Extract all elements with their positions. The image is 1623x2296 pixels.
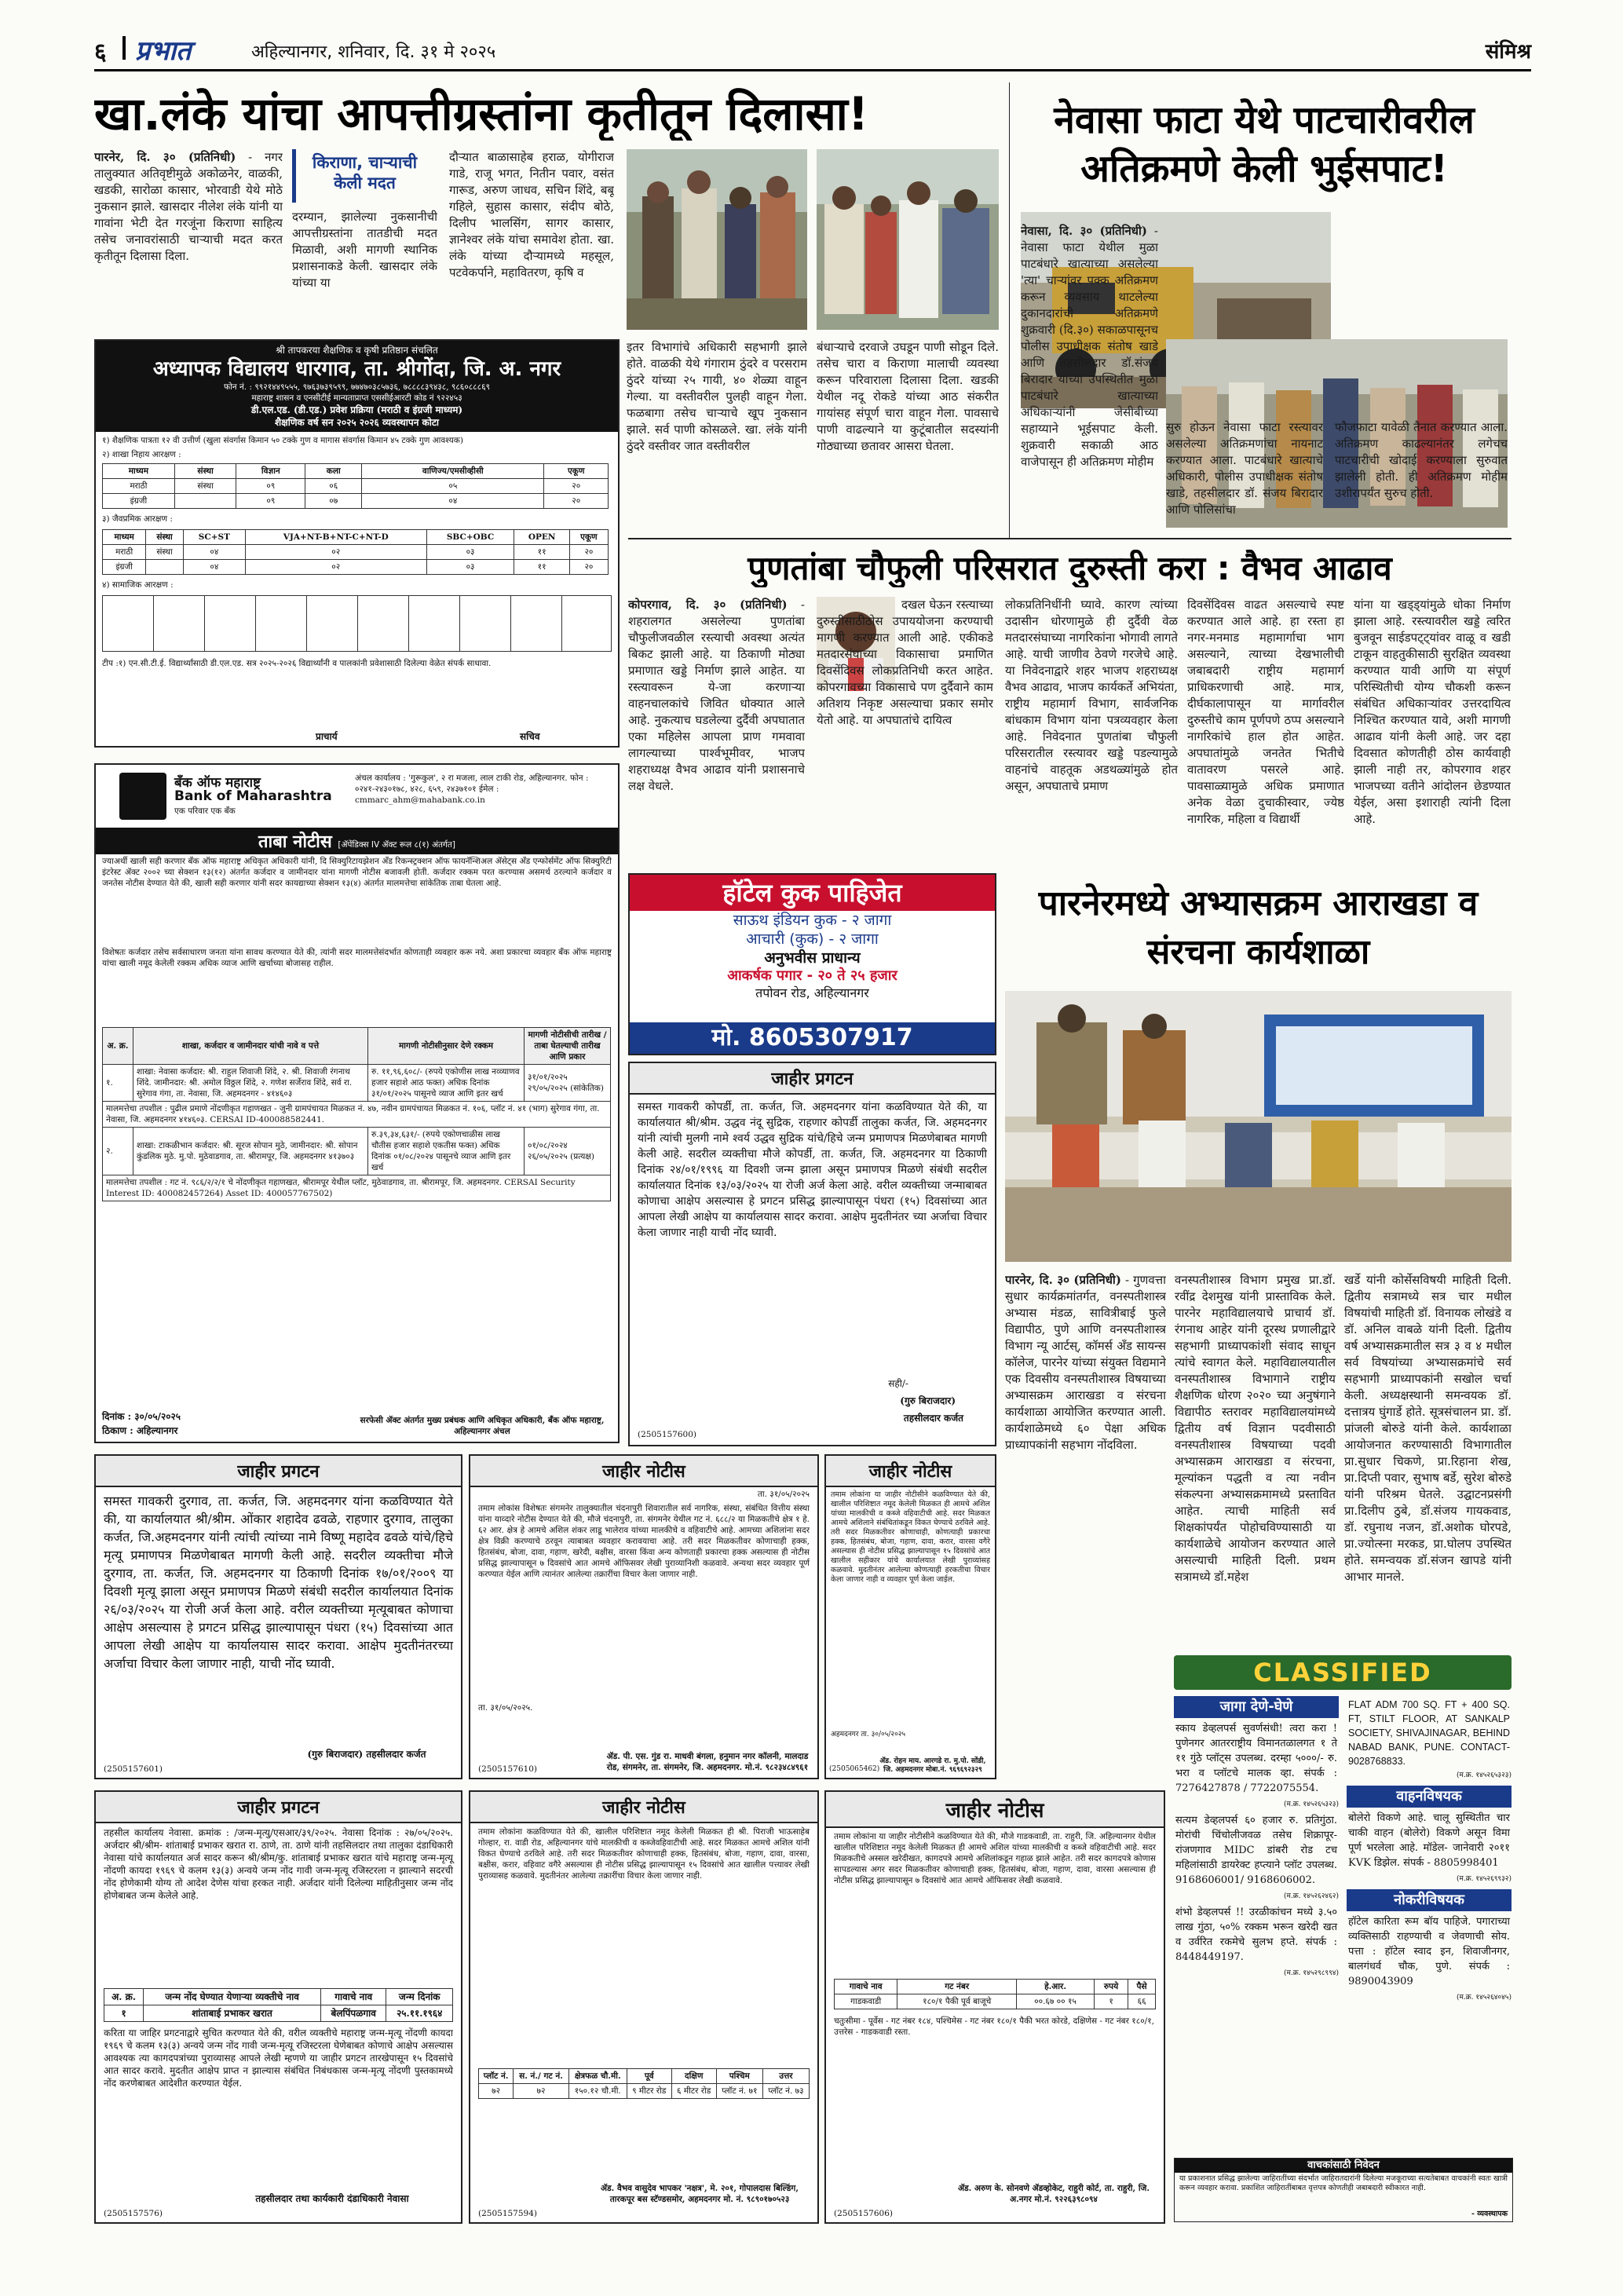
- cell: ०२: [245, 560, 426, 575]
- story1-col4: इतर विभागांचे अधिकारी सहभागी झाले होते. वाळकी येथे गंगाराम ठुंदरे व परसराम ठुंदरे यांच्या २५ गायी, ४० शेळ्या वाहून गेल्या. या वस्तीवरील पुलही वाहून गेला. फळबागा तसेच चाऱ्याचे खूप नुकसान झाले. सर्व पाणी कोसळले. खा. लंके यांनी ठुंदरे वस्तीवर जात वस्तीवरील: [627, 340, 807, 453]
- classified-code: (म.क्र. १४५२६४०४५): [1456, 1994, 1512, 2002]
- page-number: ६: [94, 38, 107, 66]
- notice-bhapkar-code: (2505157594): [478, 2209, 537, 2218]
- cell: [146, 560, 183, 575]
- classified-item: बोलेरो विकणे आहे. चालू सुस्थितीत चार चाकी वाहन (बोलेरो) विकणे असून विमा पूर्ण भरलेला आहे. मॉडेल- जानेवारी २०११ KVK डिझेल. संपर्क - 8805998401: [1348, 1812, 1510, 1869]
- story1-col2: दरम्यान, झालेल्या नुकसानीची आपत्तीग्रस्तांना तातडीची मदत मिळावी, अशी मागणी स्थानिक प्रशासनाकडे केली. खासदार लंके यांच्या या: [292, 210, 437, 290]
- bank-th-0: अ. क्र.: [103, 1028, 133, 1065]
- notice-gadakwadi-title: जाहीर नोटीस: [826, 1792, 1164, 1828]
- story4-col1-text: - गुणवत्ता सुधार कार्यक्रमांतर्गत, वनस्पतीशास्त्र अभ्यास मंडळ, सावित्रीबाई फुले विद्यापीठ, पुणे आणि वनस्पतीशास्त्र विभाग न्यू आर्टस्, कॉमर्स अँड सायन्स कॉलेज, पारनेर यांच्या संयुक्त विद्यमाने एक दिवसीय वनस्पतीशास्त्र विषयाच्या अभ्यासक्रम आराखडा व संरचना कार्यशाळा आयोजित करण्यात आली. कार्यशाळेमध्ये ६० पेक्षा अधिक प्राध्यापकांनी सहभाग नोंदविला.: [1005, 1273, 1166, 1452]
- story1-subhead: किराणा, चाऱ्याची केली मदत: [312, 153, 418, 192]
- classified-s1-title: जागा देणे-घेणे: [1174, 1696, 1339, 1718]
- cell: ०२: [245, 545, 426, 560]
- table-row: [103, 1128, 611, 1175]
- story3-col3: लोकप्रतिनिधींनी घ्यावे. कारण त्यांच्या उदासीन धोरणामुळे ही दुर्दैवी वेळ मतदारसंघाच्या नागरिकांना भोगावी लागते आहे. याची जाणीव ठेवणे गरजेचे आहे. या निवेदनाद्वारे शहर भाजप शहराध्यक्ष वैभव आढाव, भाजप कार्यकर्ते अभियंता, राष्ट्रीय महामार्ग विभाग, सार्वजनिक बांधकाम विभाग यांना पत्रव्यवहार केला आहे. निवेदनात पुणतांबा चौफुली परिसरातील रस्त्यावर खड्डे पडल्यामुळे वाहनांचे वाहतूक अडथळ्यांमुळे होत असून, अपघाताचे प्रमाण: [1005, 598, 1178, 793]
- bhapkar-table-head: [479, 2069, 810, 2084]
- story3-col1: [628, 597, 805, 864]
- bank-notice-subtitle: [ॲपेंडिक्स IV ॲक्ट रूल ८(१) अंतर्गत]: [338, 840, 455, 850]
- school-ad-table2: [102, 529, 609, 575]
- gadakwadi-th-2: हे.आर.: [1017, 1980, 1095, 1994]
- notice-gadakwadi: [824, 1790, 1165, 2224]
- story3-col4: दिवसेंदिवस वाढत असल्याचे स्पष्ट करण्यात आले आहे. हा रस्ता हा नगर-मनमाड महामार्गाचा भाग असल्याने, त्याच्या देखभालीची जबाबदारी राष्ट्रीय महामार्ग प्राधिकरणाची आहे. मात्र, दीर्घकालापासून या मार्गावरील दुरुस्तीचे काम पूर्णपणे ठप्प असल्याने नागरिकांचे हाल होत आहेत. अपघातांमुळे जनतेत भितीचे वातावरण पसरले आहे. पावसाळ्यामुळे अधिक प्रमाणात अनेक वेळा दुचाकीस्वार, ज्येष्ठ नागरिक, महिला व विद्यार्थी: [1187, 598, 1344, 826]
- cell: २.: [103, 1128, 133, 1175]
- hotel-ad-line2: आचारी (कुक) - २ जागा: [746, 930, 879, 948]
- cell: शांताबाई प्रभाकर खरात: [144, 2005, 321, 2022]
- hotel-ad-line1: साऊथ इंडियन कुक - २ जागा: [733, 912, 892, 929]
- cell: ०३: [426, 545, 514, 560]
- school-ad-sign2: सचिव: [520, 731, 540, 742]
- cell: २०: [544, 494, 609, 509]
- hotel-ad-phone: मो. 8605307917: [630, 1022, 995, 1054]
- classified-code: (म.क्र. १४५२६२४६२): [1283, 1892, 1339, 1900]
- cell: मराठी: [103, 545, 146, 560]
- story2-headline: नेवासा फाटा येथे पाटचारीवरील अतिक्रमणे केली भुईसपाट!: [1054, 98, 1475, 191]
- school-ad-footer: टीप :१) एन.सी.टी.ई. विद्यार्थ्यांसाठी डी.एल.एड. सत्र २०२५-२०२६ विद्यार्थ्यांनी व पालकांनी प्रवेशासाठी दिलेल्या वेळेत संपर्क साधावा.: [102, 659, 492, 668]
- cell: ६ मीटर रोड: [671, 2084, 716, 2099]
- table-row: [103, 479, 609, 494]
- school-ad-title: अध्यापक विद्यालय धारगाव, ता. श्रीगोंदा, जि. अ. नगर: [152, 357, 561, 381]
- reader-notice-title: वाचकांसाठी निवेदन: [1175, 2159, 1512, 2173]
- story1-col1-text: - नगर तालुक्यात अतिवृष्टीमुळे अकोळनेर, वाळकी, खडकी, सारोळा कासार, भोरवाडी येथे मोठे नुकसान झाले. खासदार नीलेश लंके यांनी या गावांना भेटी देत गरजूंना किराणा साहित्य तसेच जनावरांसाठी चाऱ्याची मदत करत कृतीतून दिलासा दिला.: [94, 150, 283, 263]
- gadakwadi-th-0: गावाचे नाव: [835, 1980, 897, 1994]
- cell: ९ मीटर रोड: [627, 2084, 671, 2099]
- story2-dateline: नेवासा, दि. ३० (प्रतिनिधी): [1021, 224, 1148, 238]
- kopardi-notice: [628, 1062, 996, 1446]
- table-row: [479, 2084, 810, 2099]
- bank-signature: सरफेसी ॲक्ट अंतर्गत मुख्य प्रबंधक आणि अधिकृत अधिकारी, बँक ऑफ महाराष्ट्र, अहिल्यानगर अंचल: [360, 1416, 605, 1436]
- classified-banner: [1174, 1655, 1512, 1690]
- notice-nevasa-body2: करिता या जाहिर प्रगटनाद्वारे सुचित करण्यात येते की, वरील व्यक्तीचे महाराष्ट्र जन्म-मृत्यू नोंदणी कायदा १९६९ चे कलम १३(३) अन्वये जन्म नोंद गावी जन्म-मृत्यू रजिस्टरला घेणेबाबत कोणाचे आक्षेप असल्यास आवश्यक त्या कागदपत्रांच्या पुराव्यासह आपले लेखी म्हणणे या जाहीर प्रगटन तारखेपासून १५ दिवसांचे आत सादर करावे. मुदतीत आक्षेप प्राप्त न झाल्यास संबंधित निबंधकास जन्म-मृत्यू नोंदणी पुस्तकामध्ये नोंद करणेबाबत आदेशीत करण्यात येईल.: [104, 2027, 453, 2089]
- cell: ०७: [305, 494, 362, 509]
- cell: ६६: [1128, 1994, 1156, 2009]
- nevasa-th-0: अ. क्र.: [104, 1989, 144, 2005]
- cell: ०९: [236, 494, 305, 509]
- column-rule: [1009, 82, 1010, 538]
- classified-item: FLAT ADM 700 SQ. FT + 400 SQ. FT, STILT FLOOR, AT SANKALP SOCIETY, SHIVAJINAGAR, BEHIND NABAD BANK, PUNE. CONTACT-9028768833.: [1348, 1699, 1510, 1767]
- cell: १: [1095, 1994, 1128, 2009]
- notice-gadakwadi-code: (2505157606): [834, 2209, 893, 2218]
- table1-head: [103, 464, 609, 479]
- bank-notice-title: ताबा नोटीस: [258, 832, 332, 852]
- cell: १८०/१ पैकी पूर्व बाजूचे: [897, 1994, 1017, 2009]
- masthead-divider: [122, 36, 126, 60]
- kopardi-sign-post: तहसीलदार कर्जत: [903, 1413, 963, 1424]
- story1-photo-1: [627, 149, 807, 330]
- table1-h4: वाणिज्य/एमसीव्हीसी: [362, 464, 544, 479]
- bank-notice-body: ज्याअर्थी खाली सही करणार बँक ऑफ महाराष्ट्र अधिकृत अधिकारी यांनी, दि सिक्युरिटायझेशन अँड रिकन्स्ट्रक्शन ऑफ फायनॅन्शिअल ॲसेट्स अँड एन्फोर्समेंट ऑफ सिक्युरिटी इंटरेस्ट ॲक्ट २००२ च्या सेक्शन १३(१२) अंतर्गत कर्जदार व जामीनदार यांना मागणी नोटीस बजावली होती. कर्जदार रक्कम परत करण्यास असमर्थ ठरल्याने कर्जदार व जनतेस नोटीस देण्यात येते की, खाली सही करणार यांनी सदर कायद्याच्या सेक्शन १३(४) अंतर्गत मालमत्तेचा सांकेतिक ताबा घेतला आहे.: [102, 857, 612, 888]
- story3-col1-text: - शहरालगत असलेल्या पुणतांबा चौफुलीजवळील रस्त्याची अवस्था अत्यंत बिकट झाली आहे. या ठिकाणी मोठ्या प्रमाणात खड्डे निर्माण झाले आहेत. या रस्त्यावरून ये-जा करणाऱ्या वाहनचालकांचे जिवित धोक्यात आले आहे. नुकत्याच घडलेल्या दुर्दैवी अपघातात एका महिलेस आपला प्राण गमवावा लागल्याच्या पार्श्वभूमीवर, भाजप शहराध्यक्ष वैभव आढाव यांनी प्रशासनाचे लक्ष वेधले.: [628, 598, 805, 793]
- cell: १: [104, 2005, 144, 2022]
- story4-dateline: पारनेर, दि. ३० (प्रतिनिधी): [1005, 1273, 1121, 1287]
- school-ad-line3: महाराष्ट्र शासन व एनसीटीई मान्यताप्राप्त एससीईआरटी कोड नं ९२२४५३: [251, 393, 462, 403]
- school-ad-note2: २) शाखा निहाय आरक्षण :: [102, 450, 181, 459]
- cell: इंग्रजी: [103, 560, 146, 575]
- paper-dateline: अहिल्यानगर, शनिवार, दि. ३१ मे २०२५: [251, 42, 496, 62]
- notice-sangamner-sign: ॲड. पी. एस. गुंड रा. माधवी बंगला, हनुमान नगर कॉलनी, मालदाड रोड, संगमनेर, ता. संगमनेर, जि. अहमदनगर. मो.नं. ९८२३४८४९६१: [606, 1752, 809, 1772]
- story4-col1: [1005, 1272, 1166, 1641]
- story1-headline: खा.लंके यांचा आपत्तीग्रस्तांना कृतीतून दिलासा!: [94, 88, 869, 141]
- bhapkar-th-1: स. नं./ गट नं.: [514, 2069, 568, 2084]
- cell: इंग्रजी: [103, 494, 175, 509]
- table-row: [103, 545, 609, 560]
- bank-table-head: [103, 1028, 611, 1065]
- nevasa-table-head: [104, 1989, 453, 2005]
- bank-date: दिनांक : ३०/०५/२०२५: [102, 1411, 181, 1422]
- notice-sondi: [824, 1454, 996, 1779]
- notice-sangamner: [469, 1454, 819, 1779]
- hotel-ad-line5: तपोवन रोड, अहिल्यानगर: [755, 985, 869, 1000]
- cell: ०१/०८/२०२४ २६/०५/२०२५ (प्रत्यक्ष): [525, 1128, 611, 1175]
- story3-col2: दखल घेऊन रस्त्याच्या दुरुस्तीसाठीठोस उपाययोजना करण्याची मागणी करण्यात आली आहे. एकीकडे मतदारसंघाच्या विकासाचा प्रमाणित दिवसेंदिवस लोकप्रतिनिधी करत आहेत. कोपरगावच्या विकासाचे पण दुर्दैवाने काम अतिशय निकृष्ट असल्याचा प्रकार समोर येतो आहे. या अपघातांचे दायित्व: [817, 598, 993, 727]
- school-ad-grid: [102, 595, 612, 652]
- classified-s2-title: वाहनविषयक: [1347, 1786, 1512, 1808]
- story3-headline: पुणतांबा चौफुली परिसरात दुरुस्ती करा : वैभव आढाव: [748, 550, 1392, 587]
- table1-h2: विज्ञान: [236, 464, 305, 479]
- classified-s3-title: नोकरीविषयक: [1347, 1889, 1512, 1911]
- story4-photo: [1005, 991, 1512, 1262]
- table2-h2: SC+ST: [183, 530, 245, 545]
- hotel-ad-line3: अनुभवीस प्राधान्य: [764, 949, 861, 967]
- cell: ०५: [362, 479, 544, 494]
- notice-sondi-title: जाहीर नोटीस: [826, 1456, 995, 1487]
- notice-durgaon-code: (2505157601): [104, 1764, 163, 1774]
- school-ad-note3: ३) जैवप्रमिक आरक्षण :: [102, 514, 173, 524]
- story2-col1: [1021, 223, 1158, 528]
- bhapkar-th-5: पश्चिम: [716, 2069, 762, 2084]
- notice-nevasa-sign: तहसीलदार तथा कार्यकारी दंडाधिकारी नेवासा: [255, 2193, 409, 2204]
- notice-sangamner-sign-date: ता. ३१/०५/२०२५.: [478, 1703, 533, 1713]
- classified-code: (म.क्र. १४५२९८९९४): [1283, 1969, 1339, 1977]
- notice-gadakwadi-sign: ॲड. अरुण के. सोनवणे ॲडव्होकेट, राहुरी कोर्ट, ता. राहुरी, जि. अ.नगर मो.नं. ९२२६३९८०९४: [958, 2184, 1150, 2204]
- cell: प्लॉट नं. ७१: [716, 2084, 762, 2099]
- notice-sangamner-date: ता. ३१/०५/२०२५: [757, 1490, 810, 1499]
- reader-notice: [1174, 2158, 1513, 2222]
- table-row: [103, 1065, 611, 1102]
- table-row: [103, 494, 609, 509]
- bhapkar-th-2: क्षेत्रफळ चौ.मी.: [568, 2069, 627, 2084]
- notice-sondi-body: तमाम लोकांना या जाहीर नोटीसीने कळविण्यात येते की, खालील परिशिष्टात नमूद केलेली मिळकत ही आमचे अशिल यांच्या मालकीची व कब्जे वहिवाटीची आहे. सदर मिळकत आमचे अशिलाने संबंधितांकडून विकत घेण्याचे ठरविले आहे. तरी सदर मिळकतीवर कोणाचाही, कोणत्याही प्रकारचा हक्क, हितसंबंध, बोजा, गहाण, दावा, करार, वारसा वगैरे असल्यास ही नोटीस प्रसिद्ध झाल्यापासून १५ दिवसांचे आत खालील सहीकार यांचे कार्यालयात लेखी पुराव्यांसह कळवावे. मुदतीनंतर आलेल्या कोणत्याही हरकतीचा विचार केला जाणार नाही व व्यवहार पूर्ण केला जाईल.: [831, 1490, 990, 1584]
- classified-item: शंभो डेव्हलपर्स !! उरळीकांचन मध्ये ३.५० लाख गुंठा, ५०% रक्कम भरून खरेदी खत व उर्वरित रकमेचे सुलभ हप्ते. संपर्क : 8448449197.: [1175, 1907, 1337, 1963]
- table1-h1: संस्था: [174, 464, 236, 479]
- bhapkar-th-6: उत्तर: [762, 2069, 809, 2084]
- notice-nevasa-table: [104, 1988, 453, 2022]
- school-ad-note1: १) शैक्षणिक पात्रता १२ वी उत्तीर्ण (खुला संवर्गास किमान ५० टक्के गुण व मागास संवर्गास किमान ४५ टक्के गुण आवश्यक): [102, 436, 463, 445]
- classified-code: (म.क्र. १४५२६५३२३): [1283, 1801, 1339, 1808]
- table2-h1: संस्था: [146, 530, 183, 545]
- bank-tagline: एक परिवार एक बँक: [174, 806, 236, 816]
- story3-col5: यांना या खड्ड्यांमुळे धोका निर्माण झाला आहे. रस्त्यावरील खड्डे त्वरित बुजवून साईडपट्ट्यांवर वाळू व खडी टाकून वाहतुकीसाठी सुरक्षित व्यवस्था करण्यात यावी आणि या संपूर्ण परिस्थितीची योग्य चौकशी करून संबंधित अधिकाऱ्यांवर उत्तरदायित्व निश्चित करण्यात यावे, अशी मागणी आढाव यांनी केली आहे. जर दहा दिवसात कोणतीही ठोस कार्यवाही झाली नाही तर, कोपरगाव शहर भाजपच्या वतीने आंदोलन छेडण्यात येईल, असा इशाराही त्यांनी दिला आहे.: [1354, 598, 1511, 826]
- cell: ३१/०१/२०२५ २९/०५/२०२५ (सांकेतिक): [525, 1065, 611, 1102]
- notice-bhapkar-body: तमाम लोकांना कळविण्यात येते की, खालील परिशिष्टात नमूद केलेली मिळकत ही श्री. पिराजी भाऊसाहेब गोल्हार, रा. वाडी रोड, अहिल्यानगर यांचे मालकीची व कब्जेवहिवाटीची आहे. सदर मिळकत आमचे अशिल यांनी विकत घेण्याचे ठरविले आहे. तरी सदर मिळकतीवर कोणाचाही हक्क, हितसंबंध, बोजा, गहाण, दावा, वारसा, बक्षीस, करार, वहिवाट वगैरे असल्यास ही नोटीस प्रसिद्ध झाल्यापासून १५ दिवसांचे आत खालील पत्त्यावर लेखी पुराव्यासह कळवावे. मुदतीनंतर आलेल्या तक्रारींचा विचार केला जाणार नाही.: [478, 1827, 810, 1881]
- cell: २०: [569, 545, 608, 560]
- cell: मराठी: [103, 479, 175, 494]
- section-name: संमिश्र: [1485, 40, 1531, 64]
- reader-notice-body: या प्रकाशनात प्रसिद्ध झालेल्या जाहिरातींच्या संदर्भात जाहिरातदारांनी दिलेल्या मजकूराच्या सत्यतेबाबत वाचकांनी स्वतः खात्री करून व्यवहार करावा. प्रकाशित जाहिरातींबाबत वृत्तपत्र कोणतीही जबाबदारी स्वीकारत नाही.: [1179, 2174, 1508, 2192]
- notice-sondi-sign: ॲड. रोहन माय. आरगडे रा. मु.पो. सोंडी, जि. अहमदनगर मोबा.नं. ९६९६९२३२९: [879, 1757, 986, 1774]
- story1-subhead-box: [292, 149, 433, 203]
- table1-h5: एकूण: [544, 464, 609, 479]
- table-row: [103, 1175, 611, 1201]
- story4-col2: वनस्पतीशास्त्र विभाग प्रमुख प्रा.डॉ. रवींद्र देशमुख यांनी प्रास्ताविक केले. पारनेर महाविद्यालयाचे प्राचार्य डॉ. रंगनाथ आहेर यांनी दूरस्थ प्रणालीद्वारे सहभागी प्राध्यापकांशी संवाद साधून त्यांचे स्वागत केले. महाविद्यालयातील वनस्पतीशास्त्र विभागाने राष्ट्रीय शैक्षणिक धोरण २०२० च्या अनुषंगाने विद्यापीठ स्तरावर महाविद्यालयांमध्ये द्वितीय वर्ष विज्ञान पदवीसाठी वनस्पतीशास्त्र विषयाच्या पदवी अभ्यासक्रम आराखडा व संरचना, मूल्यांकन पद्धती व त्या नवीन संकल्पना अभ्यासक्रमामध्ये प्रस्तावित आहेत. त्याची माहिती सर्व शिक्षकांपर्यंत पोहोचविण्यासाठी या कार्यशाळेचे आयोजन करण्यात आले असल्याची माहिती दिली. प्रथम सत्रामध्ये डॉ.महेश: [1175, 1273, 1336, 1584]
- hotel-ad: [628, 873, 996, 1055]
- cell: बेलपिंपळगाव: [320, 2005, 386, 2022]
- kopardi-code: (2505157600): [638, 1430, 696, 1439]
- gadakwadi-th-3: रुपये: [1095, 1980, 1128, 1994]
- school-ad-sign1: प्राचार्य: [316, 731, 338, 742]
- school-ad-line1: श्री तापकरया शैक्षणिक व कृषी प्रतिष्ठान संचलित: [276, 345, 438, 356]
- notice-nevasa-code: (2505157576): [104, 2209, 163, 2218]
- story4-headline: पारनेरमध्ये अभ्यासक्रम आराखडा व संरचना कार्यशाळा: [1038, 883, 1479, 972]
- table2-h6: एकूण: [569, 530, 608, 545]
- notice-sangamner-code: (2505157610): [478, 1764, 537, 1774]
- bank-notice-title-bar: [96, 828, 618, 854]
- story4-col3: खर्डे यांनी कोर्सेसविषयी माहिती दिली. द्वितीय सत्रामध्ये सत्र चार मधील विषयांची माहिती डॉ. विनायक लोखंडे व डॉ. अनिल वाबळे यांनी दिली. द्वितीय वर्ष अभ्यासक्रमातील सत्र ३ व ४ मधील सर्व विषयांच्या अभ्यासक्रमांचे सर्व सहभागी प्राध्यापकांनी सखोल चर्चा केली. अध्यक्षस्थानी समन्वयक डॉ. दत्तात्रय घुंगार्डे होते. सूत्रसंचालन प्रा. डॉ. प्रांजली बोरुडे यांनी केले. कार्यशाळा आयोजनात करण्यासाठी विभागातील प्रा.सुधार चिकणे, प्रा.रिहाना शेख, प्रा.दिप्ती पवार, सुभाष बर्डे, सुरेश बोरुडे यांनी परिश्रम घेतले. उद्घाटनप्रसंगी प्रा.दिलीप ठुबे, डॉ.संजय गायकवाड, डॉ. रघुनाथ नजन, डॉ.अशोक घोरपडे, प्रा.ज्योत्स्ना मरकड, प्रा.घोलप उपस्थित होते. समन्वयक डॉ.संजन खापडे यांनी आभार मानले.: [1344, 1273, 1512, 1584]
- bhapkar-th-3: पूर्व: [627, 2069, 671, 2084]
- cell: संस्था: [174, 479, 236, 494]
- hotel-ad-title: हॉटेल कुक पाहिजेत: [630, 875, 995, 911]
- kopardi-sign-label: सही/-: [888, 1378, 908, 1389]
- horizontal-rule: [628, 538, 1512, 539]
- cell: रु. ११,९६,६०८/- (रुपये एकोणीस लाख नव्व्याणव हजार सहाशे आठ फक्त) अधिक दिनांक ३१/०१/२०२५ पासूनचे व्याज आणि इतर खर्च: [368, 1065, 525, 1102]
- nevasa-th-2: गावाचे नाव: [320, 1989, 386, 2005]
- school-ad-line4: डी.एल.एड. (डी.एड.) प्रवेश प्रक्रिया (मराठी व इंग्रजी माध्यम): [250, 404, 463, 415]
- table-row: [835, 1994, 1156, 2009]
- notice-durgaon-sign: (गुरु बिराजदार) तहसीलदार कर्जत: [307, 1749, 426, 1760]
- table2-h4: SBC+OBC: [426, 530, 514, 545]
- kopardi-sign-name: (गुरु बिराजदार): [900, 1395, 956, 1406]
- masthead: [94, 30, 1531, 71]
- table2-head: [103, 530, 609, 545]
- story1-dateline: पारनेर, दि. ३० (प्रतिनिधी): [94, 150, 236, 164]
- notice-sangamner-title: जाहीर नोटीस: [470, 1456, 817, 1487]
- table-row: [103, 560, 609, 575]
- notice-sondi-date: अहमदनगर ता. ३०/०५/२०२५: [831, 1731, 906, 1738]
- school-ad: [94, 339, 620, 748]
- bank-place: ठिकाण : अहिल्यानगर: [102, 1425, 178, 1436]
- bank-notice-warning: विशेषतः कर्जदार तसेच सर्वसाधारण जनता यांना सावध करण्यात येते की, त्यांनी सदर मालमत्तेसंदर्भात कोणताही व्यवहार करू नये. अशा प्रकारचा व्यवहार बँक ऑफ महाराष्ट्र यांचा खाली नमूद केलेली रक्कम अधिक व्याज आणि खर्चाच्या बोजासह राहील.: [102, 948, 612, 968]
- gadakwadi-th-1: गट नंबर: [897, 1980, 1017, 1994]
- story1-photo-2: [817, 149, 999, 330]
- school-ad-note4: ४) सामाजिक आरक्षण :: [102, 580, 174, 590]
- paper-name: प्रभात: [135, 35, 192, 67]
- notice-sondi-code: (2505065462): [829, 1765, 880, 1773]
- school-ad-phone: फोन नं. : ९९२१४४९५५५, ९७६३७३९५९९, ७७४७०३८५७३६, ७८८८८३९४३८, ९८६०८८८६९: [223, 382, 491, 392]
- notice-gadakwadi-boundary: चतुःसीमा - पूर्वेस - गट नंबर १८४, पश्चिमेस - गट नंबर १८०/१ पैकी भरत कोरडे, दक्षिणेस - गट नंबर १८०/१, उत्तरेस - गाडकवाडी रस्ता.: [834, 2016, 1155, 2037]
- table2-h5: OPEN: [514, 530, 569, 545]
- cell: २०: [544, 479, 609, 494]
- cell: मालमत्तेचा तपशील : पुढील प्रमाणे नोंदणीकृत गहाणखत - जुनी ग्रामपंचायत मिळकत नं. ४७, नवीन ग्रामपंचायत मिळकत नं. १०६, प्लॉट नं. ४१ (भाग) सुरेगाव गंगा, ता. नेवासा, जि. अहमदनगर ४१४६०३. CERSAI ID-400088582441.: [103, 1102, 611, 1128]
- bhapkar-th-4: दक्षिण: [671, 2069, 716, 2084]
- notice-bhapkar-table: [478, 2068, 810, 2099]
- cell: २५.११.१९६४: [386, 2005, 453, 2022]
- cell: शाखा: टाकळीभान कर्जदार: श्री. सूरज सोपान मुठे, जामीनदार: श्री. सोपान कुंडलिक मुठे. मु.पो. मुठेवाडगाव, ता. श्रीरामपूर, जि. अहमदनगर ४१३७०३: [133, 1128, 368, 1175]
- story2-col1-text: - नेवासा फाटा येथील मुळा पाटबंधारे खात्याच्या असलेल्या 'त्या' चाऱ्यांवर पक्क अतिक्रमण करून व्यवसाय थाटलेल्या दुकानदारांची अतिक्रमणे शुक्रवारी (दि.३०) सकाळपासूनच पोलीस उपाधीक्षक संतोष खाडे आणि तहसीलदार डॉ.संजय बिरादार यांच्या उपस्थितीत मुळा पाटबंधारे खात्याच्या अधिकाऱ्यांनी जेसीबीच्या सहाय्याने भूईसपाट केली. शुक्रवारी सकाळी आठ वाजेपासून ही अतिक्रमण मोहीम: [1021, 224, 1158, 469]
- classified-item: स्काय डेव्हलपर्स सुवर्णसंधी! त्वरा करा ! पुणेनगर आतरराष्ट्रीय विमानतळालगत १ ते ११ गुंठे प्लॉट्स उपलब्ध. दरम्हा ५०००/- रु. भरा व प्लॉटचे मालक व्हा. संपर्क : 7276427878 / 7722075554.: [1175, 1723, 1337, 1794]
- cell: ७२: [514, 2084, 568, 2099]
- story2-col3: फौजफाटा यावेळी तैनात करण्यात आला. अतिक्रमण काढल्यानंतर लगेचच पाटचारीची खोदाई करण्याला सुरुवात झालेली होती. ही अतिक्रमण मोहीम उशीरापर्यंत सुरुच होती.: [1335, 420, 1508, 500]
- classified-col2: [1347, 1696, 1512, 2152]
- cell: १५०.१२ चौ.मी.: [568, 2084, 627, 2099]
- notice-durgaon-body: समस्त गावकरी दुरगाव, ता. कर्जत, जि. अहमदनगर यांना कळविण्यात येते की, या कार्यालयात श्री/श्रीम. ओंकार शहादेव ढवळे, राहणार दुरगाव, तालुका कर्जत, जि.अहमदनगर यांनी त्यांची त्यांच्या नामे विष्णू महादेव ढवळे यांचे/हिचे मृत्यू प्रमाणपत्र मिळणेबाबत मागणी केली आहे. सदरील व्यक्तीचा मौजे दुरगाव, ता. कर्जत, जि. अहमदनगर या ठिकाणी दिनांक १७/०१/२००९ या दिवशी मृत्यू झाला असून प्रमाणपत्र मिळणे संबंधी सदरील कार्यालयात दिनांक २६/०३/२०२५ या रोजी अर्ज केला आहे. वरील व्यक्तीच्या मृत्यूबाबत कोणाचा आक्षेप असल्यास हे प्रगटन प्रसिद्ध झाल्यापासून पंधरा (१५) दिवसांच्या आत आपला लेखी आक्षेप या कार्यालयास सादर करावा. आक्षेप मुदतीनंतरच्या अर्जाचा विचार केला जाणार नाही, याची नोंद घ्यावी.: [104, 1493, 453, 1671]
- bank-logo: [119, 773, 166, 820]
- cell: ७२: [479, 2084, 514, 2099]
- cell: ०३: [426, 560, 514, 575]
- story1-col1: [94, 149, 283, 330]
- cell: शाखा: नेवासा कर्जदार: श्री. राहुल शिवाजी शिंदे, २. श्री. शिवाजी रंगनाथ शिंदे. जामीनदार: श्री. अमोल विठ्ठल शिंदे, २. गणेश सर्जेराव शिंदे, सर्व रा. सुरेगाव गंगा, ता. नेवासा, जि. अहमदनगर - ४१४६०३: [133, 1065, 368, 1102]
- kopardi-notice-title: जाहीर प्रगटन: [630, 1063, 995, 1095]
- story3-dateline: कोपरगाव, दि. ३० (प्रतिनिधी): [628, 598, 788, 612]
- cell: ११: [514, 545, 569, 560]
- cell: प्लॉट नं. ७३: [762, 2084, 809, 2099]
- cell: ०४: [362, 494, 544, 509]
- bank-th-3: मागणी नोटीसीची तारीख / ताबा घेतल्याची तारीख आणि प्रकार: [525, 1028, 611, 1065]
- notice-sangamner-body: तमाम लोकांस विशेषतः संगमनेर तालुक्यातील चंदनापुरी शिवारातील सर्व नागरिक, संस्था, संबंधित वित्तीय संस्था यांना याव्दारे नोटीस देण्यात येते की, मौजे चंदनापुरी, ता. संगमनेर येथील गट नं. ६८८/२ या मिळकतीचे क्षेत्र १ हे. ६२ आर. क्षेत्र हे आमचे अशिल शंकर लाडू भालेराव यांच्या मालकीचे व वहिवाटीचे आहे. आमच्या अशिलांना सदर क्षेत्र विक्री करण्याचे ठरवून त्याबाबत व्यवहार करावयाचा आहे. तरी सदर मिळकतीवर कोणाचाही हक्क, हितसंबंध, बोजा, दावा, गहाण, खरेदी, बक्षीस, वारसा किंवा अन्य कोणताही प्रकारचा हक्क असल्यास ही नोटीस प्रसिद्ध झाल्यापासून ७ दिवसांचे आत आमचे ऑफिसवर लेखी पुराव्यानिशी कळवावे. अन्यथा सदर व्यवहार पूर्ण करण्यात येईल आणि त्यानंतर आलेल्या तक्रारींचा विचार केला जाणार नाही.: [478, 1504, 810, 1579]
- cell: ०६: [305, 479, 362, 494]
- classified-code: (म.क्र. १४५२६५३२३): [1456, 1771, 1512, 1779]
- table-row: [103, 1102, 611, 1128]
- classified-item: सत्यम डेव्हलपर्स ६० हजार रु. प्रतिगुंठा. मोरांची चिंचोलीजवळ तसेच शिक्रापूर-रांजणगाव MIDC डांबरी रोड टच महिलांसाठी डायरेक्ट हप्त्याने प्लॉट उपलब्ध. 9168606001/ 9168606002.: [1175, 1815, 1337, 1886]
- table2-h0: माध्यम: [103, 530, 146, 545]
- cell: गाडकवाडी: [835, 1994, 897, 2009]
- gadakwadi-th-4: पैसे: [1128, 1980, 1156, 1994]
- table-row: [104, 2005, 453, 2022]
- nevasa-th-1: जन्म नोंद घेण्यात येणाऱ्या व्यक्तीचे नाव: [144, 1989, 321, 2005]
- notice-bhapkar-sign: ॲड. वैभव वासुदेव भापकर 'नक्षत्र', मे. २०१, गोपालदास बिल्डिंग, तारकपूर बस स्टॅण्डसमोर, अहमदनगर मो. नं. ९८९०१७०५२३: [601, 2184, 799, 2204]
- cell: ११: [514, 560, 569, 575]
- notice-durgaon-title: जाहीर प्रगटन: [96, 1456, 461, 1487]
- table1-h3: कला: [305, 464, 362, 479]
- cell: संस्था: [146, 545, 183, 560]
- bank-th-2: मागणी नोटीसीनुसार देणे रक्कम: [368, 1028, 525, 1065]
- classified-col1: [1174, 1696, 1339, 2152]
- bank-notice: [94, 763, 620, 1443]
- school-ad-table1: [102, 463, 609, 509]
- notice-bhapkar-title: जाहीर नोटीस: [470, 1792, 817, 1823]
- cell: ०४: [183, 560, 245, 575]
- notice-nevasa-title: जाहीर प्रगटन: [96, 1792, 461, 1823]
- classified-item: हॉटेल कारिता रूम बॉय पाहिजे. पगाराच्या व्यक्तिसाठी राहण्याची व जेवणाची सोय. पत्ता : हॉटेल स्वाद इन, शिवाजीनगर, बालगंधर्व चौक, पुणे. संपर्क : 9890043909: [1348, 1916, 1510, 1987]
- classified-code: (म.क्र. १४५२६९९३२): [1456, 1875, 1512, 1883]
- reader-notice-sign: - व्यवस्थापक: [1471, 2210, 1508, 2218]
- notice-gadakwadi-table: [834, 1979, 1156, 2009]
- cell: रु.३९,३४,६३१/- (रुपये एकोणचाळीस लाख चौतीस हजार सहाशे एकतीस फक्त) अधिक दिनांक ०१/०८/२०२४ पासूनचे व्याज आणि इतर खर्च: [368, 1128, 525, 1175]
- notice-nevasa: [94, 1790, 462, 2224]
- cell: ०४: [183, 545, 245, 560]
- nevasa-th-3: जन्म दिनांक: [386, 1989, 453, 2005]
- cell: ०९: [236, 479, 305, 494]
- hotel-ad-line4: आकर्षक पगार - २० ते २५ हजार: [727, 967, 897, 984]
- classified-banner-text: CLASSIFIED: [1253, 1658, 1432, 1687]
- bank-table: [102, 1027, 611, 1201]
- notice-gadakwadi-body: तमाम लोकांना या जाहीर नोटीसीने कळविण्यात येते की, मौजे गाडकवाडी, ता. राहुरी, जि. अहिल्यानगर येथील खालील परिशिष्टात नमूद केलेली मिळकत ही आमचे अशिल यांच्या मालकीची व कब्जे वहिवाटीची आहे. सदर मिळकतीचे अस्सल खरेदीखत, कागदपत्रे आमचे अशिलांकडून गहाळ झाले आहेत. तरी सदर कागदपत्रे कोणास सापडल्यास अगर सदर मिळकतीवर कोणाचाही हक्क, हितसंबंध, बोजा, गहाण, दावा, वारसा असल्यास ही नोटीस प्रसिद्ध झाल्यापासून ७ दिवसांचे आत आमचे ऑफिसवर लेखी कळवावे.: [834, 1832, 1156, 1885]
- cell: मालमत्तेचा तपशील : गट नं. ९८६/२/२/१ चे नोंदणीकृत गहाणखत, श्रीरामपूर येथील प्लॉट, मुठेवाडगाव, ता. श्रीरामपूर, जि. अहमदनगर. CERSAI Security Interest ID: 400082457264) Asset ID: 400057767502): [103, 1175, 611, 1201]
- cell: ००.६७ ०० १५: [1017, 1994, 1095, 2009]
- bank-name-mr: बँक ऑफ महाराष्ट्र: [174, 775, 261, 791]
- school-ad-line5: शैक्षणिक वर्ष सन २०२५ २०२६ व्यवस्थापन कोटा: [274, 417, 440, 428]
- kopardi-notice-body: समस्त गावकरी कोपर्डी, ता. कर्जत, जि. अहमदनगर यांना कळविण्यात येते की, या कार्यालयात श्री/श्रीम. उद्धव नंदू सुद्रिक, राहणार कोपर्डी तालुका कर्जत, जि. अहमदनगर यांनी त्यांची मुलगी नामे श्वर्य उद्धव सुद्रिक यांचे/हिचे जन्म प्रमाणपत्र मिळणेबाबत मागणी केली आहे. सदरील व्यक्तीचा मौजे कोपर्डी, ता. कर्जत, जि. अहमदनगर या ठिकाणी दिनांक २४/०१/१९९६ या दिवशी जन्म झाला असून प्रमाणपत्र मिळणे संबंधी सदरील कार्यालयात दिनांक १३/०३/२०२५ या रोजी अर्ज केला आहे. वरील व्यक्तीच्या जन्माबाबत कोणाचा आक्षेप असल्यास हे प्रगटन प्रसिद्ध झाल्यापासून पंधरा (१५) दिवसांच्या आत आपला लेखी आक्षेप या कार्यालयास सादर करावा. आक्षेप मुदतीनंतर च्या अर्जाचा विचार केला जाणार नाही याची नोंद घ्यावी.: [638, 1101, 987, 1239]
- notice-bhapkar: [469, 1790, 819, 2224]
- notice-nevasa-body: तहसील कार्यालय नेवासा. क्रमांक : /जन्म-मृत्यु/एसआर/३९/२०२५. नेवासा दिनांक : २७/०५/२०२५. अर्जदार श्री/श्रीम- शांताबाई प्रभाकर खरात रा. ठाणे, ता. ठाणे यांनी तहसिलदार तथा तालुका दंडाधिकारी नेवासा यांचे कार्यालयात अर्ज सादर करून श्री/श्रीम/कु. शांताबाई प्रभाकर खरात यांचे महाराष्ट्र जन्म-मृत्यू नोंदणी कायदा १९६९ चे कलम १३(३) अन्वये जन्म नोंद गावी जन्म-मृत्यू रजिस्टरला न झाल्याने सदरची नोंद होणेकामी योग्य तो आदेश देणेस यांचा हरकत नाही. अर्जदार यांनी दिलेल्या माहितीनुसार जन्म नोंद होणेबाबत जन्म केलेले आहे.: [104, 1827, 453, 1901]
- bank-office: अंचल कार्यालय : 'गुरूकुल', २ रा मजला, लाल टाकी रोड, अहिल्यानगर. फोन : ०२४१-२४३०१७८, ४२८, ६५९, २४३७१०१ ईमेल : cmmarc_ahm@mahabank.co.in: [355, 773, 589, 805]
- story1-col3: दौऱ्यात बाळासाहेब हराळ, योगीराज गाडे, राजू भगत, नितीन पवार, वसंत गारूड, अरुण जाधव, सचिन शिंदे, बबू गहिले, सुहास कासार, संदीप बोठे, दिलीप भालसिंग, सागर कासार, ज्ञानेश्वर लंके यांचा समावेश होता. खा. लंके यांच्या दौऱ्यामध्ये महसूल, पटवेकर्पाने, महावितरण, कृषि व: [449, 150, 614, 280]
- notice-durgaon: [94, 1454, 462, 1779]
- story1-col5: बंधाऱ्याचे दरवाजे उघडून पाणी सोडून दिले. तसेच चारा व किराणा मालाची व्यवस्था करून परिवाराला दिलासा दिला. खडकी येथील नदू रोकडे यांच्या आठ संकरीत गायांसह संपूर्ण चारा वाहून गेला. पावसाचे पाणी वाढल्याने या कुटूंबातील सदस्यांनी गोठ्याच्या छतावर आसरा घेतला.: [817, 340, 999, 453]
- cell: [174, 494, 236, 509]
- bank-name-en: Bank of Maharashtra: [174, 788, 332, 804]
- school-ad-header: [96, 341, 618, 432]
- cell: १.: [103, 1065, 133, 1102]
- table2-h3: VJA+NT-B+NT-C+NT-D: [245, 530, 426, 545]
- bhapkar-th-0: प्लॉट नं.: [479, 2069, 514, 2084]
- table1-h0: माध्यम: [103, 464, 175, 479]
- cell: २०: [569, 560, 608, 575]
- story2-col2: सुरु होऊन नेवासा फाटा रस्त्यावर असलेल्या अतिक्रमणांचा नायनाट करण्यात आला. पाटबंधारे खात्याचे अधिकारी, पोलीस उपाधीक्षक संतोष खाडे, तहसीलदार डॉ. संजय बिरादार आणि पोलिसांचा: [1166, 420, 1323, 517]
- bank-th-1: शाखा, कर्जदार व जामीनदार यांची नावे व पत्ते: [133, 1028, 368, 1065]
- gadakwadi-table-head: [835, 1980, 1156, 1994]
